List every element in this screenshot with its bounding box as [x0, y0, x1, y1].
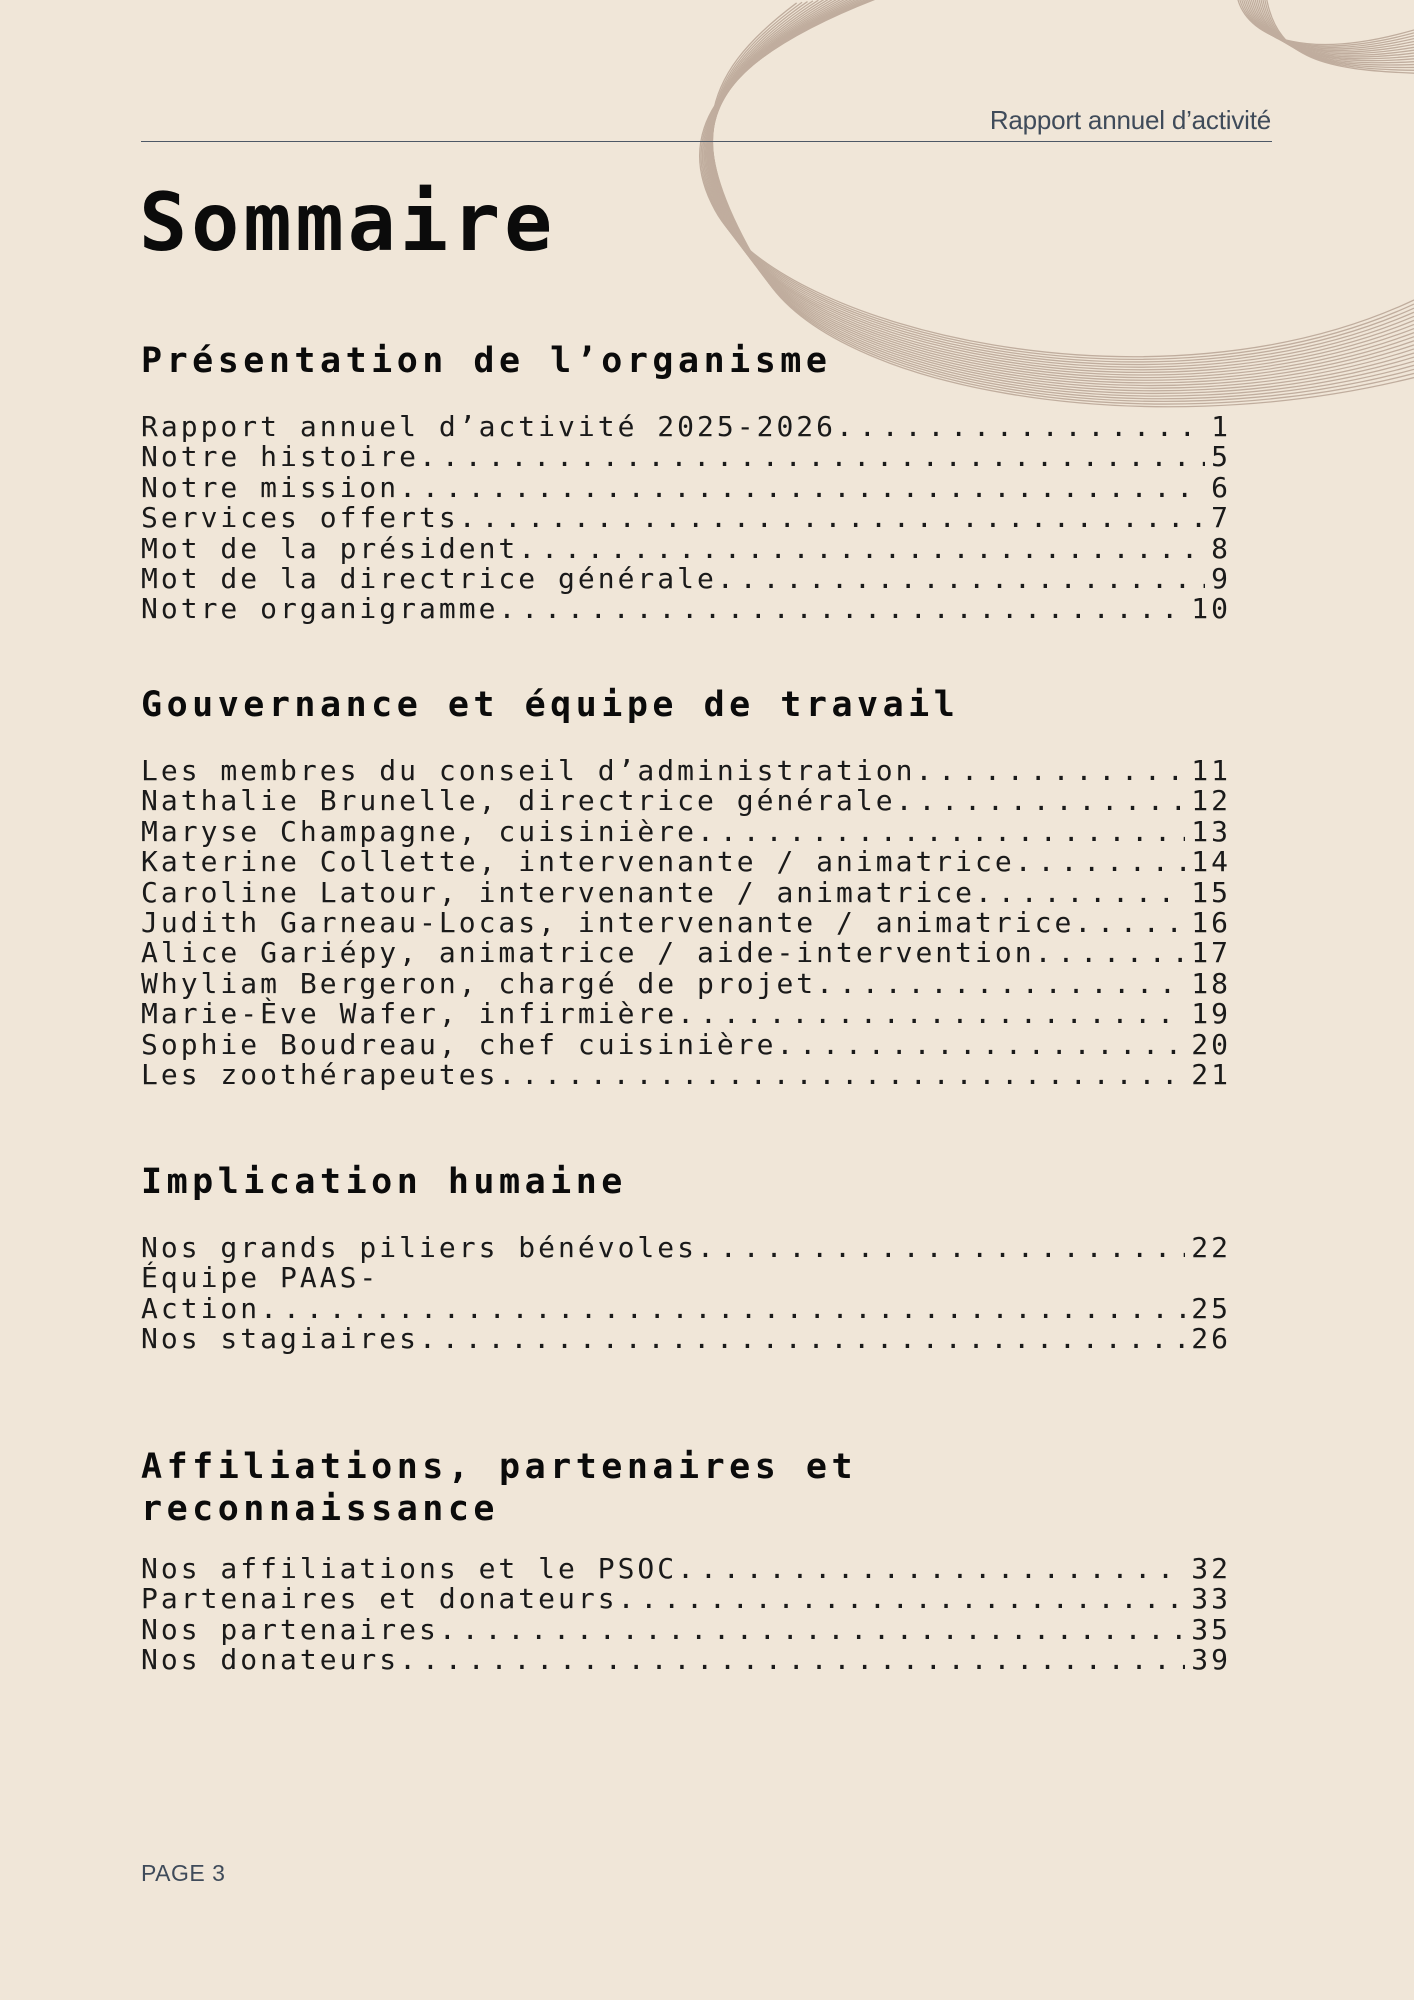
toc-entry[interactable] — [141, 936, 1231, 970]
toc-entry-label: Mot de la directrice générale — [141, 561, 717, 595]
toc-entry-page: 35 — [1191, 1612, 1231, 1646]
toc-entry — [141, 1291, 1231, 1325]
toc-entry[interactable] — [141, 905, 1231, 939]
leader-dots — [518, 532, 1205, 565]
wave-line — [712, 0, 1414, 393]
toc-entry-wrapped[interactable] — [141, 1261, 1261, 1325]
toc-entry[interactable] — [141, 592, 1231, 626]
toc-entry-label: Nathalie Brunelle, directrice générale — [141, 784, 896, 818]
toc-entry[interactable] — [141, 1231, 1231, 1264]
toc-entry[interactable] — [141, 997, 1231, 1031]
toc-entry-label: Services offerts — [141, 501, 459, 535]
toc-entry-page: 12 — [1191, 784, 1231, 818]
leader-dots — [915, 754, 1185, 787]
leader-dots — [1074, 906, 1185, 939]
toc-entry[interactable] — [141, 531, 1231, 565]
toc-entry-label: Nos affiliations et le PSOC — [141, 1552, 678, 1585]
toc-entry-label: Nos grands piliers bénévoles — [141, 1231, 698, 1264]
toc-entry-page: 6 — [1211, 470, 1231, 504]
header-label: Rapport annuel d’activité — [989, 105, 1271, 135]
toc-entry-label: Whyliam Bergeron, chargé de projet — [141, 966, 817, 1000]
toc-entry-page: 5 — [1211, 440, 1231, 474]
page-number: PAGE 3 — [141, 1860, 226, 1886]
toc-entry-label: Sophie Boudreau, chef cuisinière — [141, 1027, 777, 1061]
section-heading: Gouvernance et équipe de travail — [141, 685, 960, 725]
toc-entry-page: 19 — [1191, 997, 1231, 1031]
toc-entries — [141, 754, 1261, 1091]
toc-entry-page: 8 — [1211, 531, 1231, 565]
page-title: Sommaire — [139, 176, 557, 269]
leader-dots — [419, 1322, 1185, 1355]
wave-line — [712, 0, 1414, 388]
toc-entry-label: Notre organigramme — [141, 592, 499, 626]
leader-dots — [697, 815, 1185, 848]
leader-dots — [618, 1582, 1186, 1615]
toc-entry[interactable] — [141, 410, 1231, 443]
toc-entry-label: Maryse Champagne, cuisinière — [141, 814, 698, 848]
leader-dots — [498, 1058, 1185, 1091]
toc-entry[interactable] — [141, 845, 1231, 879]
toc-entry-page: 9 — [1211, 561, 1231, 595]
toc-entry[interactable] — [141, 966, 1231, 1000]
leader-dots — [439, 1613, 1185, 1646]
toc-entry-page: 17 — [1191, 936, 1231, 970]
leader-dots — [1035, 936, 1186, 969]
toc-entry-label: Notre mission — [141, 470, 400, 504]
toc-entry[interactable] — [141, 440, 1231, 474]
toc-entry-page: 26 — [1191, 1322, 1231, 1356]
toc-entry[interactable] — [141, 1643, 1231, 1677]
toc-entry[interactable] — [141, 784, 1231, 818]
leader-dots — [399, 471, 1205, 504]
toc-entry[interactable] — [141, 561, 1231, 595]
toc-entry-page: 15 — [1191, 875, 1231, 909]
leader-dots — [816, 967, 1185, 1000]
toc-entry-label: Katerine Collette, intervenante / animatrice — [141, 845, 1015, 879]
toc-entry-label: Les membres du conseil d’administration — [141, 754, 916, 787]
leader-dots — [677, 997, 1185, 1030]
toc-entry-label: Mot de la président — [141, 531, 519, 565]
section-heading: Présentation de l’organisme — [141, 341, 832, 381]
leader-dots — [419, 440, 1205, 473]
toc-entry-label: Les zoothérapeutes — [141, 1057, 499, 1091]
toc-section-affiliations — [141, 1446, 1231, 1677]
toc-entry-page: 13 — [1191, 814, 1231, 848]
toc-entry[interactable] — [141, 1027, 1231, 1061]
toc-entry-page: 11 — [1191, 754, 1231, 787]
toc-section-presentation — [141, 340, 1261, 626]
toc-entries — [141, 1231, 1261, 1356]
toc-entry[interactable] — [141, 1582, 1231, 1616]
toc-entry-label: Nos stagiaires — [141, 1322, 420, 1356]
toc-entry-page: 21 — [1191, 1057, 1231, 1091]
toc-entry-label: Judith Garneau-Locas, intervenante / animatrice — [141, 905, 1075, 939]
leader-dots — [896, 784, 1186, 817]
leader-dots — [1015, 845, 1186, 878]
leader-dots — [836, 410, 1205, 443]
toc-entry-page: 1 — [1211, 410, 1231, 443]
toc-entry-label: Alice Gariépy, animatrice / aide-intervention — [141, 936, 1035, 970]
toc-entry-page: 20 — [1191, 1027, 1231, 1061]
toc-entry[interactable] — [141, 1057, 1231, 1091]
toc-entry-page: 39 — [1191, 1643, 1231, 1677]
toc-entry-label: Action — [141, 1291, 261, 1325]
leader-dots — [260, 1292, 1185, 1325]
toc-entry[interactable] — [141, 1322, 1231, 1356]
toc-entries — [141, 1552, 1231, 1677]
leader-dots — [697, 1231, 1185, 1264]
toc-entry-label: Marie-Ève Wafer, infirmière — [141, 997, 678, 1031]
toc-section-gouvernance — [141, 684, 1261, 1091]
toc-entry-page: 16 — [1191, 905, 1231, 939]
toc-entry[interactable] — [141, 754, 1231, 787]
wave-line — [712, 0, 1414, 391]
leader-dots — [498, 592, 1185, 625]
toc-entry[interactable] — [141, 1552, 1231, 1585]
toc-entry-page: 10 — [1191, 592, 1231, 626]
header-rule — [141, 141, 1272, 142]
toc-entry[interactable] — [141, 470, 1231, 504]
toc-entry-page: 32 — [1191, 1552, 1231, 1585]
toc-entry-page: 18 — [1191, 966, 1231, 1000]
leader-dots — [459, 501, 1205, 534]
toc-entry[interactable] — [141, 501, 1231, 535]
toc-section-implication — [141, 1161, 1261, 1356]
toc-entry-page: 7 — [1211, 501, 1231, 535]
section-heading: Implication humaine — [141, 1162, 627, 1202]
section-heading: Affiliations, partenaires et reconnaissance — [141, 1447, 858, 1529]
toc-entry[interactable] — [141, 814, 1231, 848]
toc-entry-page: 22 — [1191, 1231, 1231, 1264]
leader-dots — [776, 1028, 1185, 1061]
leader-dots — [975, 876, 1185, 909]
toc-entry-label: Rapport annuel d’activité 2025-2026 — [141, 410, 837, 443]
toc-entry[interactable] — [141, 1612, 1231, 1646]
toc-entry-label: Caroline Latour, intervenante / animatrice — [141, 875, 976, 909]
toc-entry-page: 25 — [1191, 1291, 1231, 1325]
toc-entry-page: 33 — [1191, 1582, 1231, 1616]
leader-dots — [717, 562, 1205, 595]
leader-dots — [677, 1552, 1185, 1585]
toc-entry-label: Notre histoire — [141, 440, 420, 474]
toc-entry-label: Partenaires et donateurs — [141, 1582, 618, 1616]
toc-entry-label: Nos donateurs — [141, 1643, 400, 1677]
toc-entries — [141, 410, 1261, 626]
leader-dots — [399, 1643, 1185, 1676]
toc-entry[interactable] — [141, 875, 1231, 909]
toc-entry-page: 14 — [1191, 845, 1231, 879]
toc-entry-label: Nos partenaires — [141, 1612, 439, 1646]
toc-entry-label-line1: Équipe PAAS- — [141, 1261, 380, 1295]
